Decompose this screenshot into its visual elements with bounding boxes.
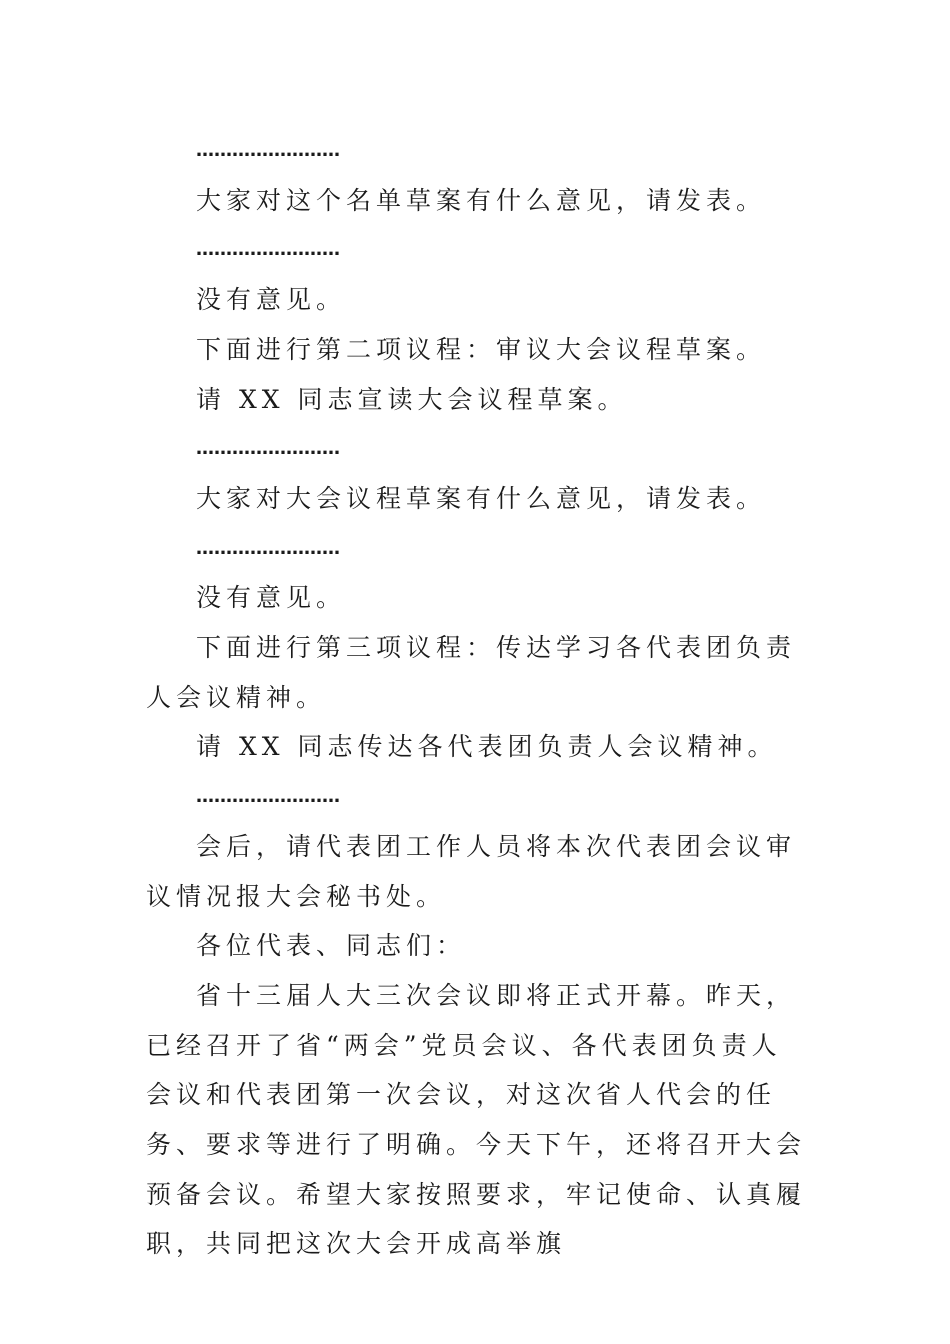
ellipsis-line: …………………… — [196, 239, 340, 261]
ellipsis-line: …………………… — [196, 537, 340, 559]
paragraph-agenda-item-three: 下面进行第三项议程：传达学习各代表团负责人会议精神。 — [146, 633, 797, 712]
ellipsis-line: …………………… — [196, 786, 340, 808]
document-body — [146, 126, 806, 1269]
paragraph-salutation: 各位代表、同志们： — [196, 931, 467, 961]
paragraph-opinion-list: 大家对这个名单草案有什么意见，请发表。 — [196, 185, 767, 215]
paragraph-read-agenda: 请 XX 同志宣读大会议程草案。 — [196, 384, 628, 414]
paragraph-session-opening: 省十三届人大三次会议即将正式开幕。昨天，已经召开了省“两会”党员会议、各代表团负责人会议和代表团第一次会议，对这次省人代会的任务、要求等进行了明确。今天下午，还将召开大会预备会议。希望大家按照要求，牢记使命、认真履职，共同把这次大会开成高举旗 — [146, 980, 807, 1259]
paragraph-agenda-item-two: 下面进行第二项议程：审议大会议程草案。 — [196, 334, 767, 364]
ellipsis-line: …………………… — [196, 438, 340, 460]
paragraph-convey-spirit: 请 XX 同志传达各代表团负责人会议精神。 — [196, 732, 778, 762]
paragraph-opinion-agenda: 大家对大会议程草案有什么意见，请发表。 — [196, 483, 767, 513]
paragraph-no-opinion: 没有意见。 — [196, 583, 347, 613]
ellipsis-line: …………………… — [196, 140, 340, 161]
paragraph-after-meeting: 会后，请代表团工作人员将本次代表团会议审议情况报大会秘书处。 — [146, 831, 797, 911]
paragraph-no-opinion: 没有意见。 — [196, 285, 347, 315]
